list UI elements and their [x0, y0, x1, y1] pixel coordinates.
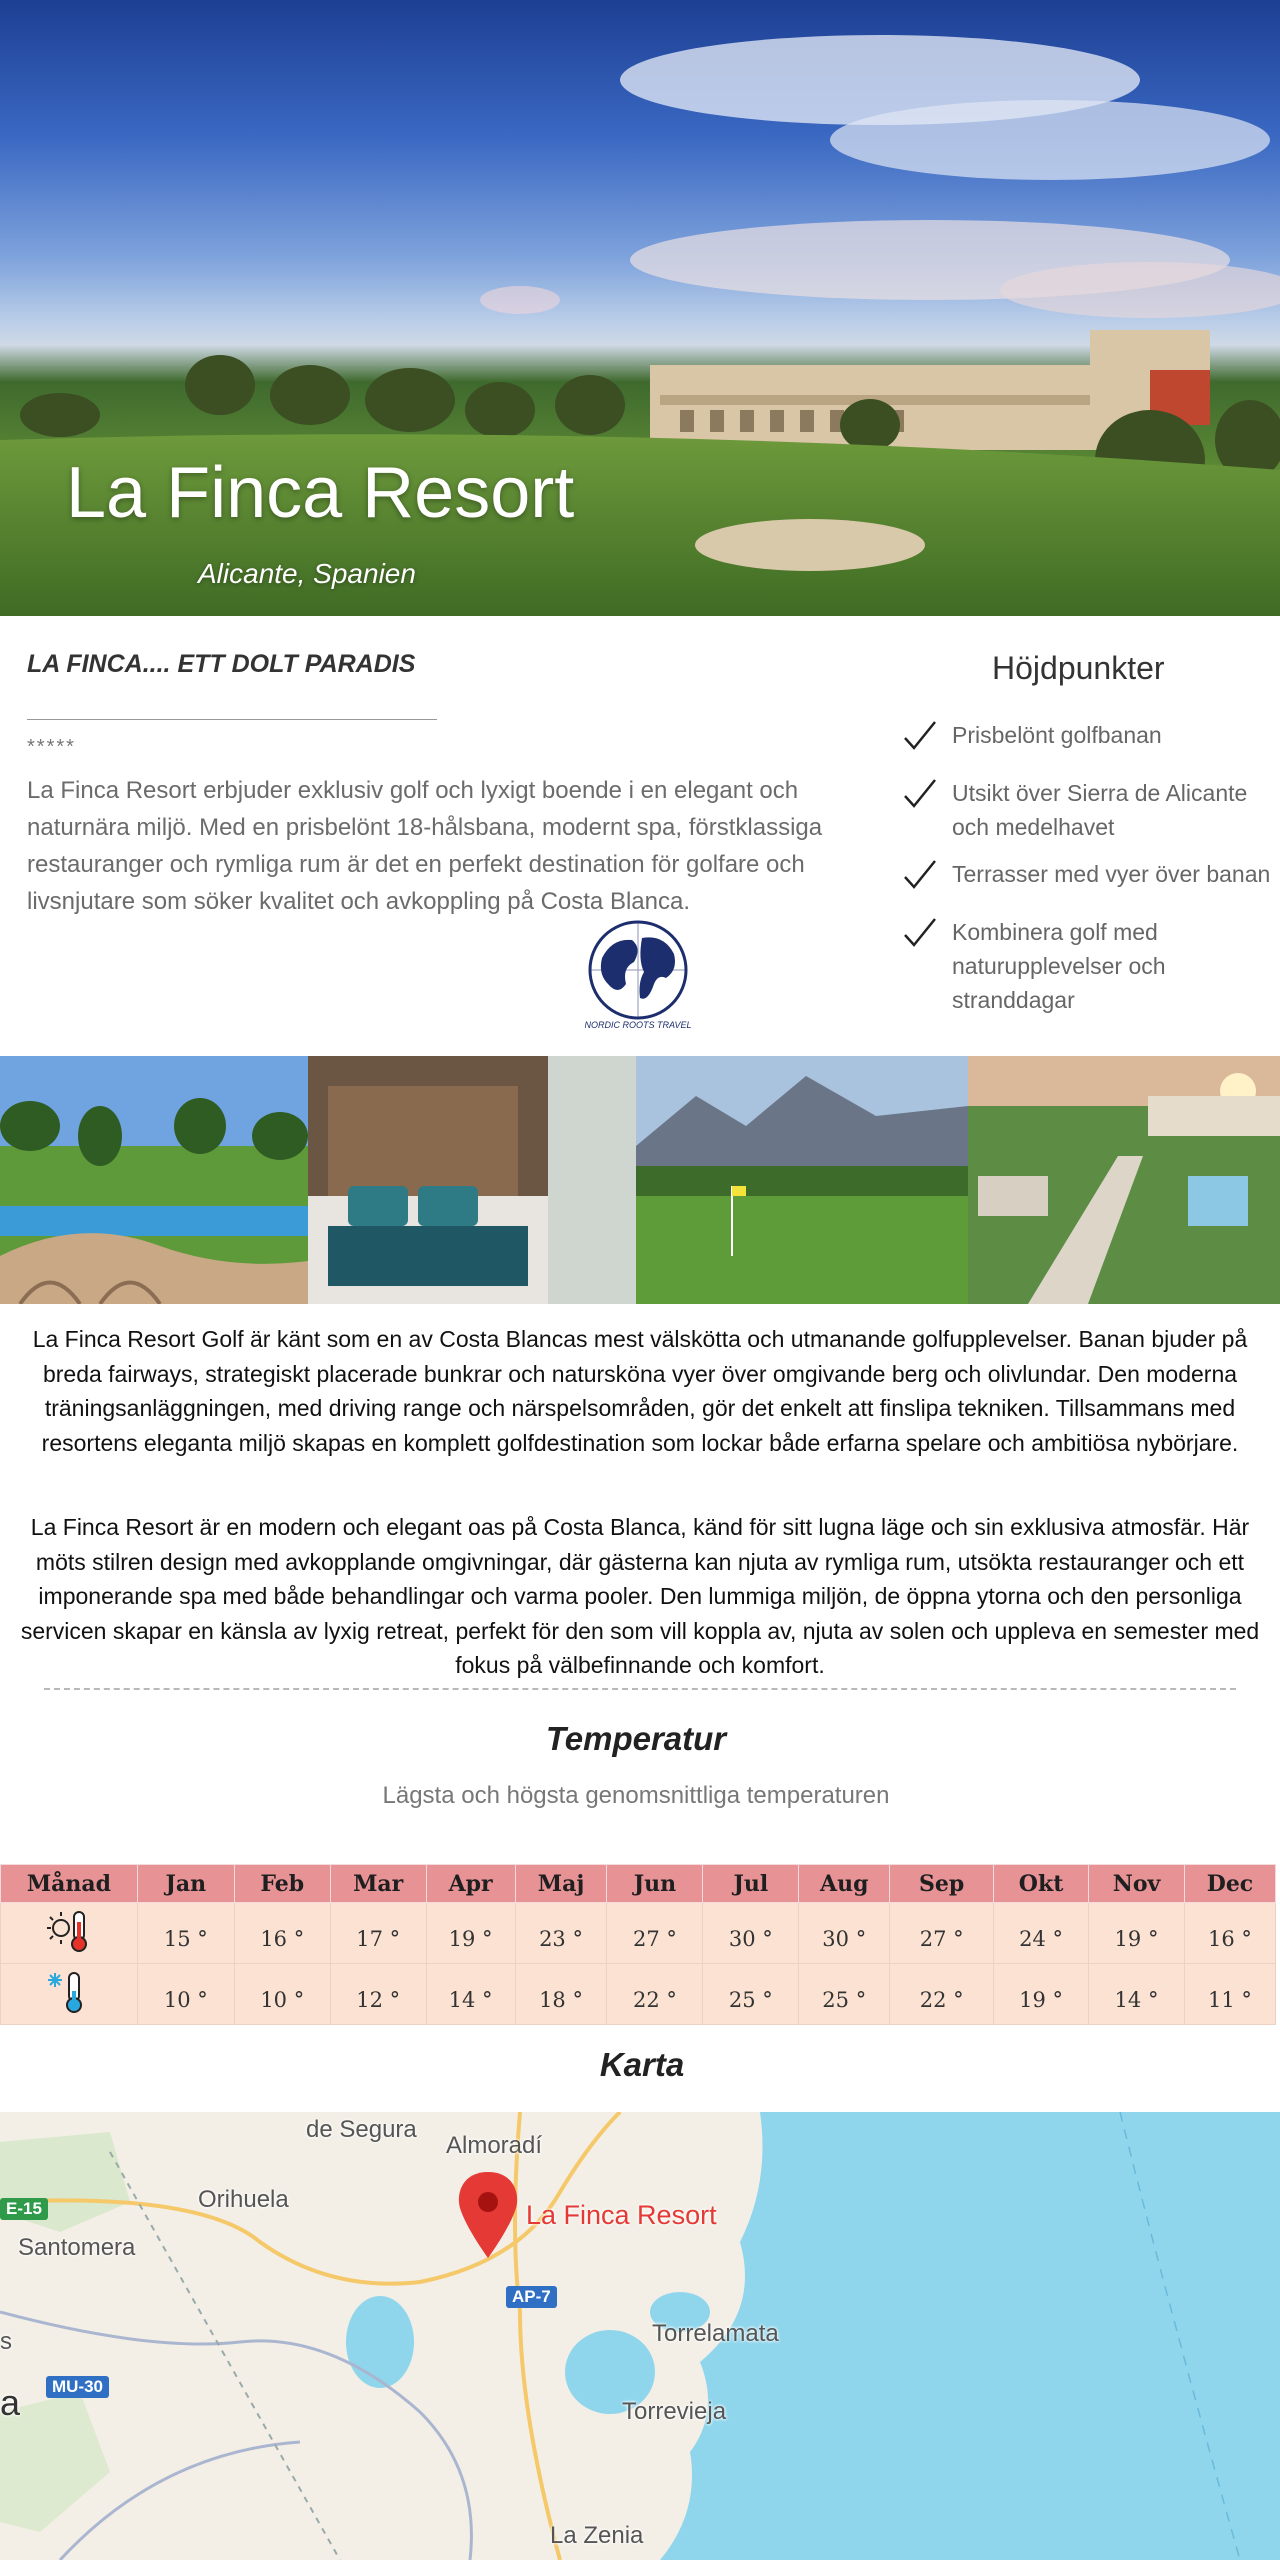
high-temp-cell: 24 ° [994, 1903, 1089, 1964]
table-row-lows [1, 1964, 1276, 2025]
table-header: Dec [1184, 1865, 1275, 1903]
low-temp-cell: 25 ° [703, 1964, 799, 2025]
nordic-roots-logo [582, 918, 694, 1040]
photo-hotel-room [308, 1056, 636, 1304]
map-place: Santomera [18, 2234, 136, 2261]
high-temp-cell: 27 ° [607, 1903, 703, 1964]
low-temp-cell: 25 ° [799, 1964, 890, 2025]
map-place: Torrevieja [622, 2398, 727, 2425]
table-header: Jun [607, 1865, 703, 1903]
road-badge: MU-30 [46, 2376, 109, 2398]
table-header: Aug [799, 1865, 890, 1903]
divider [27, 719, 437, 720]
high-temp-cell: 27 ° [890, 1903, 994, 1964]
photo-strip [0, 1056, 1280, 1304]
map-place: La Zenia [550, 2522, 644, 2549]
map-view[interactable] [0, 2112, 1280, 2560]
table-header: Jan [137, 1865, 234, 1903]
hero-subtitle: Alicante, Spanien [198, 558, 416, 589]
high-temp-cell: 15 ° [137, 1903, 234, 1964]
checkmark-icon [902, 915, 938, 951]
high-temp-cell: 19 ° [1089, 1903, 1185, 1964]
sun-thermometer-icon [45, 1908, 93, 1954]
map-place: Torrelamata [652, 2320, 779, 2347]
high-temp-cell: 30 ° [799, 1903, 890, 1964]
road-badge: E-15 [0, 2198, 48, 2220]
map-place: Almoradí [446, 2132, 543, 2159]
logo-text: NORDIC ROOTS TRAVEL [584, 1020, 692, 1030]
low-temp-cell: 18 ° [515, 1964, 607, 2025]
checkmark-icon [902, 857, 938, 893]
high-temp-cell: 30 ° [703, 1903, 799, 1964]
highlights-title: Höjdpunkter [992, 650, 1165, 686]
table-header: Nov [1089, 1865, 1185, 1903]
low-temp-cell: 11 ° [1184, 1964, 1275, 2025]
highlight-label: Prisbelönt golfbanan [952, 722, 1162, 748]
highlight-label: Kombinera golf med naturupplevelser och stranddagar [952, 919, 1166, 1013]
low-temp-cell: 19 ° [994, 1964, 1089, 2025]
divider [44, 1688, 1236, 1690]
checkmark-icon [902, 718, 938, 754]
map-graphic [0, 2112, 1280, 2560]
temperature-table [0, 1864, 1276, 2025]
map-place: a [0, 2382, 21, 2423]
checkmark-icon [902, 776, 938, 812]
map-pin-label[interactable]: La Finca Resort [526, 2200, 717, 2230]
low-temp-cell: 22 ° [890, 1964, 994, 2025]
table-row-highs [1, 1903, 1276, 1964]
photo-resort-aerial [968, 1056, 1280, 1304]
high-temp-cell: 17 ° [330, 1903, 426, 1964]
low-temp-cell: 14 ° [1089, 1964, 1185, 2025]
map-title: Karta [599, 2046, 685, 2083]
table-header: Månad [1, 1865, 138, 1903]
high-temp-cell: 19 ° [426, 1903, 515, 1964]
hero-title: La Finca Resort [66, 453, 575, 533]
globe-icon [582, 918, 694, 1022]
table-header: Mar [330, 1865, 426, 1903]
highlight-label: Utsikt över Sierra de Alicante och medelhavet [952, 780, 1248, 840]
high-temp-cell: 23 ° [515, 1903, 607, 1964]
low-temp-icon-cell [1, 1964, 138, 2025]
highlight-label: Terrasser med vyer över banan [952, 861, 1271, 887]
low-temp-cell: 22 ° [607, 1964, 703, 2025]
hero-banner [0, 0, 1280, 616]
road-badge: AP-7 [506, 2286, 557, 2308]
map-place: s [0, 2328, 12, 2355]
intro-heading: LA FINCA.... ETT DOLT PARADIS [27, 650, 416, 678]
table-header: Jul [703, 1865, 799, 1903]
golf-paragraph: La Finca Resort Golf är känt som en av Costa Blancas mest välskötta och utmanande golfupplevelser. Banan bjuder på breda fairways, strategiskt placerade bunkrar och natursköna vyer över omgivande berg och olivlundar. Den moderna träningsanläggningen, med driving range och närspelsområden, gör det enkelt att finslipa tekniken. Tillsammans med resortens eleganta miljö skapas en komplett golfdestination som lockar både erfarna spelare och ambitiösa nybörjare. [32, 1326, 1248, 1456]
low-temp-cell: 10 ° [137, 1964, 234, 2025]
table-header-row [1, 1865, 1276, 1903]
photo-golf-green [636, 1056, 968, 1304]
high-temp-icon-cell [1, 1903, 138, 1964]
intro-text: La Finca Resort erbjuder exklusiv golf och lyxigt boende i en elegant och naturnära miljö. Med en prisbelönt 18-hålsbana, modernt spa, förstklassiga restauranger och rymliga rum är det en perfekt destination för golfare och livsnjutare som söker kvalitet och avkoppling på Costa Blanca. [27, 777, 823, 915]
high-temp-cell: 16 ° [1184, 1903, 1275, 1964]
table-header: Okt [994, 1865, 1089, 1903]
temperature-subtitle: Lägsta och högsta genomsnittliga temperaturen [382, 1782, 890, 1809]
snow-thermometer-icon [45, 1969, 93, 2015]
low-temp-cell: 10 ° [234, 1964, 330, 2025]
map-place: Orihuela [198, 2186, 289, 2213]
table-header: Maj [515, 1865, 607, 1903]
table-header: Feb [234, 1865, 330, 1903]
resort-paragraph: La Finca Resort är en modern och elegant oas på Costa Blanca, känd för sitt lugna läge och sin exklusiva atmosfär. Här möts stilren design med avkopplande omgivningar, där gästerna kan njuta av rymliga rum, utsökta restauranger och ett imponerande spa med både behandlingar och varma pooler. Den lummiga miljön, de öppna ytorna och den personliga servicen skapar en känsla av lyxig retreat, perfekt för den som vill koppla av, njuta av solen och uppleva en semester med fokus på välbefinnande och komfort. [20, 1514, 1260, 1678]
map-place: de Segura [306, 2116, 417, 2143]
table-header: Sep [890, 1865, 994, 1903]
photo-golf-bridge [0, 1056, 308, 1304]
table-header: Apr [426, 1865, 515, 1903]
temperature-title: Temperatur [545, 1720, 727, 1757]
rating-stars: ***** [27, 736, 76, 758]
low-temp-cell: 12 ° [330, 1964, 426, 2025]
low-temp-cell: 14 ° [426, 1964, 515, 2025]
high-temp-cell: 16 ° [234, 1903, 330, 1964]
